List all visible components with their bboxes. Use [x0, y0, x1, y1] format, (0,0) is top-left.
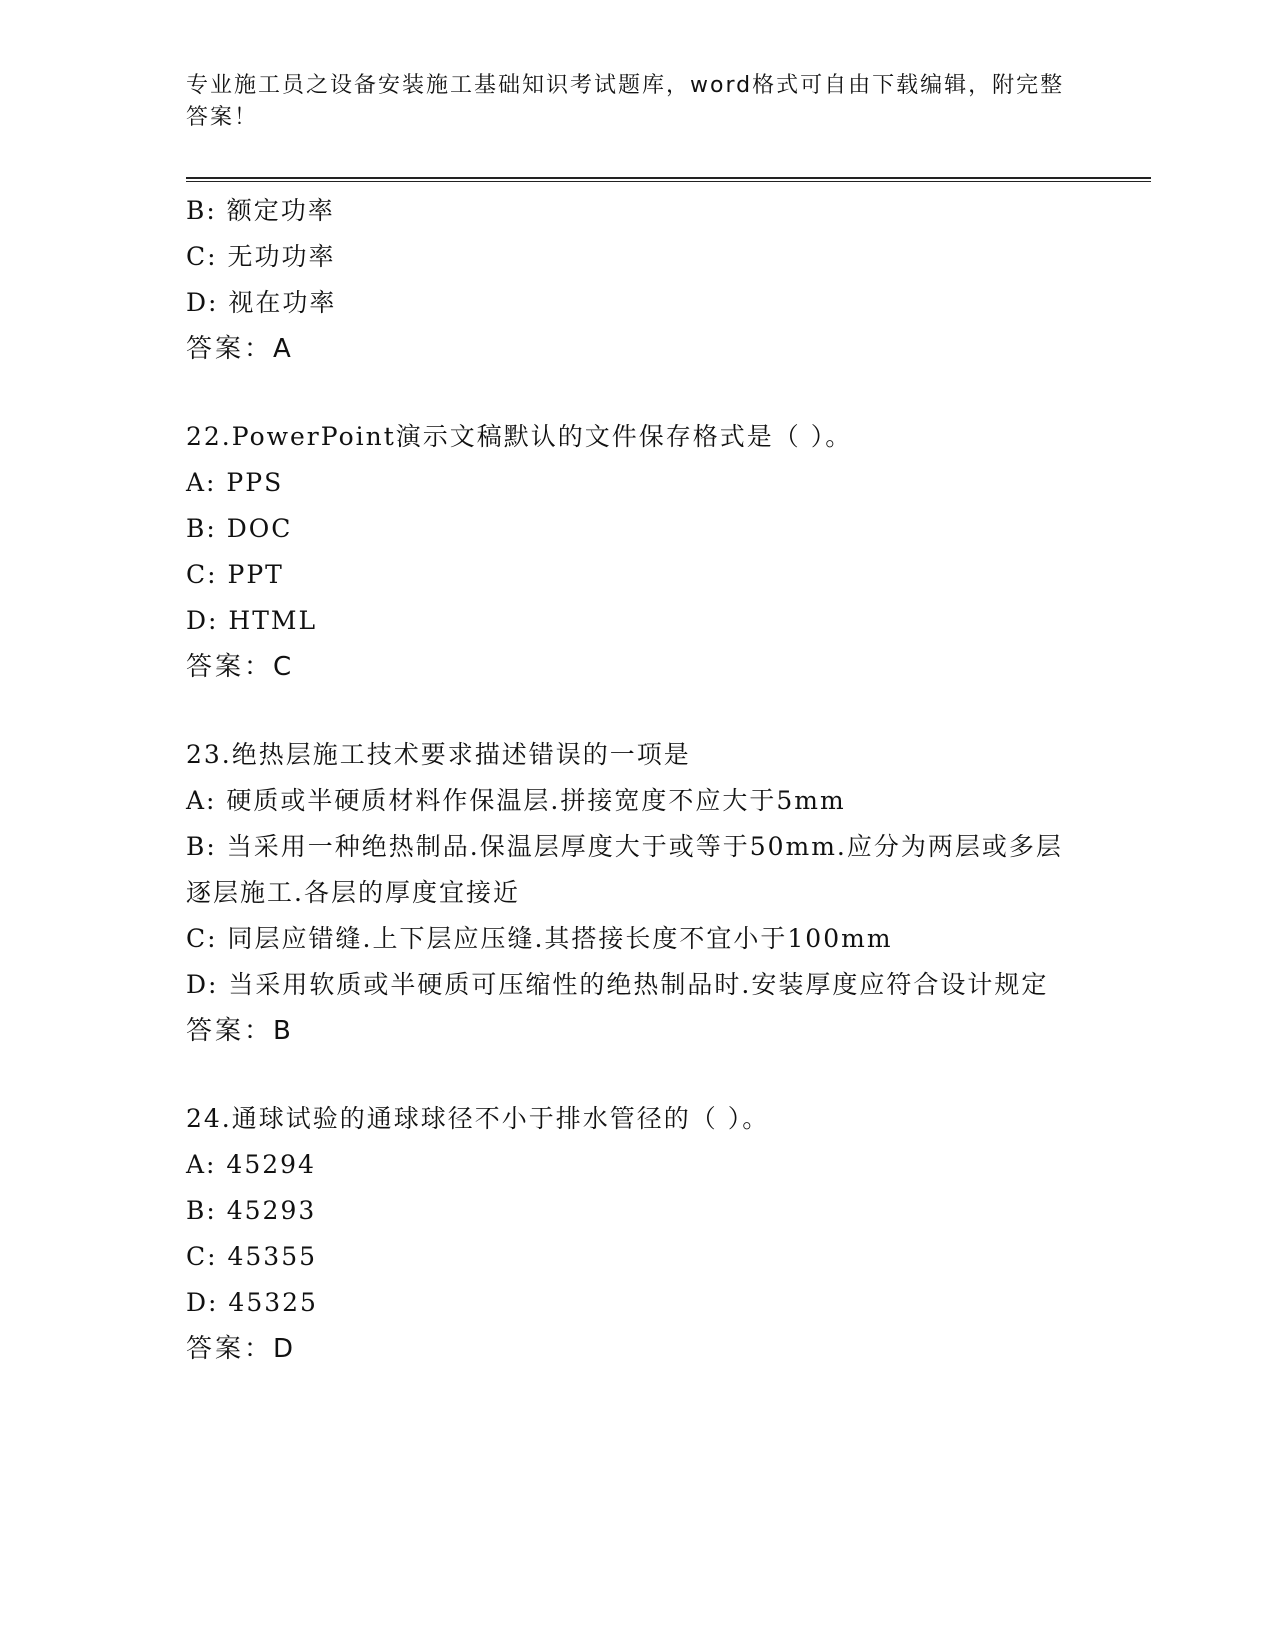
option-a: A: 硬质或半硬质材料作保温层.拼接宽度不应大于5mm [186, 786, 846, 815]
question-24 [186, 1096, 1086, 1372]
option-c: C: 45355 [186, 1242, 318, 1271]
answer-line: 答案：D [186, 1334, 297, 1364]
option-a: A: PPS [186, 468, 284, 497]
question-stem: 22.PowerPoint演示文稿默认的文件保存格式是（ ）。 [186, 422, 853, 451]
header-divider [186, 177, 1151, 182]
question-list [186, 188, 1086, 1372]
answer-line: 答案：A [186, 334, 294, 364]
option-b: B: 额定功率 [186, 196, 335, 225]
option-d: D: HTML [186, 606, 318, 635]
option-d: D: 当采用软质或半硬质可压缩性的绝热制品时.安装厚度应符合设计规定 [186, 970, 1049, 999]
option-b: B: 当采用一种绝热制品.保温层厚度大于或等于50mm.应分为两层或多层逐层施工.各层的厚度宜接近 [186, 832, 1063, 907]
answer-line: 答案：C [186, 652, 295, 682]
question-stem: 23.绝热层施工技术要求描述错误的一项是 [186, 740, 691, 769]
question-23 [186, 732, 1086, 1054]
option-c: C: 同层应错缝.上下层应压缝.其搭接长度不宜小于100mm [186, 924, 893, 953]
option-b: B: DOC [186, 514, 293, 543]
page-header: 专业施工员之设备安装施工基础知识考试题库，word格式可自由下载编辑，附完整答案！ [186, 73, 1065, 130]
question-22 [186, 414, 1086, 690]
answer-line: 答案：B [186, 1016, 294, 1046]
option-d: D: 视在功率 [186, 288, 337, 317]
option-a: A: 45294 [186, 1150, 316, 1179]
option-c: C: PPT [186, 560, 284, 589]
option-d: D: 45325 [186, 1288, 318, 1317]
prev-question-block [186, 188, 1086, 372]
option-b: B: 45293 [186, 1196, 317, 1225]
option-c: C: 无功功率 [186, 242, 336, 271]
question-stem: 24.通球试验的通球球径不小于排水管径的（ ）。 [186, 1104, 770, 1133]
